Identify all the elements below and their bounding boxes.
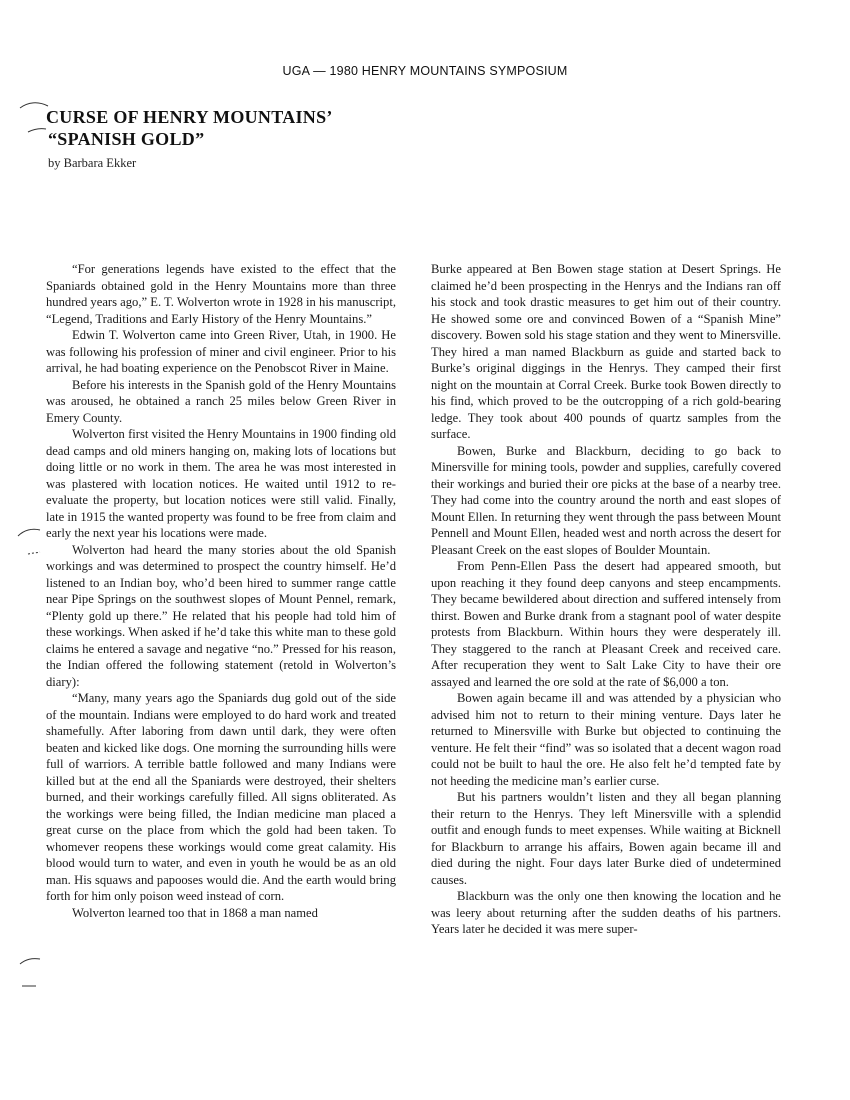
margin-mark-middle <box>14 522 50 562</box>
paragraph: Wolverton first visited the Henry Mountains in 1900 finding old dead camps and old miners hanging on, making lots of locations but doing little or no work in them. The area he was most interested in was plastered with location notices. He waited until 1912 to re-evaluate the property, but location notices were still valid. Finally, late in 1915 the wanted property was found to be free from claim and early the next year his locations were made. <box>46 427 396 540</box>
article-title-line-1: CURSE OF HENRY MOUNTAINS’ <box>46 107 333 127</box>
margin-mark-top <box>18 98 58 138</box>
paragraph: Wolverton learned too that in 1868 a man named <box>72 905 318 920</box>
running-header: UGA — 1980 HENRY MOUNTAINS SYMPOSIUM <box>282 64 568 78</box>
paragraph: But his partners wouldn’t listen and they all began planning their return to the Henrys. They left Minersville with a splendid outfit and enough funds to meet expenses. While waiting at Bicknell for Blackburn to arrange his affairs, Bowen again became ill and died during the night. Four days later Burke died of undetermined causes. <box>431 790 781 887</box>
paragraph: From Penn-Ellen Pass the desert had appeared smooth, but upon reaching it they found deep canyons and steep encampments. They became bewildered about direction and suffered intensely from thirst. Bowen and Burke drank from a stagnant pool of water despite protests from Blackburn. Within hours they were desperately ill. They staggered to the ranch at Pleasant Creek and received care. After recuperation they went to Salt Lake City to have their ore assayed and learned the ore sold at the rate of $6,000 a ton. <box>431 559 781 689</box>
paragraph: Wolverton had heard the many stories about the old Spanish workings and was determined to prospect the country himself. He’d listened to an Indian boy, who’d been hired to summer range cattle near Pipe Springs on the southwest slopes of Mount Pennel, remark, “Plenty gold up there.” He related that his people had told him of these workings. When asked if he’d take this white man to these gold claims he entered a savage and negative “no.” Pressed for his reason, the Indian offered the following statement (retold in Wolverton’s diary): <box>46 542 396 689</box>
article-title <box>46 106 333 150</box>
paragraph: Bowen again became ill and was attended by a physician who advised him not to return to their mining venture. Days later he returned to Minersville with Burke but objected to continuing the venture. He felt their “find” was so isolated that a decent wagon road could not be built to haul the ore. He also felt he’d tempted fate by not heeding the medicine man’s earlier curse. <box>431 691 781 788</box>
paragraph: Edwin T. Wolverton came into Green River, Utah, in 1900. He was following his profession of miner and civil engineer. Prior to his arrival, he had boating experience on the Penobscot River in Maine. <box>46 328 396 375</box>
paragraph: Burke appeared at Ben Bowen stage station at Desert Springs. He claimed he’d been prospecting in the Henrys and the Indians ran off his stock and took drastic measures to get him out of their country. He showed some ore and convinced Bowen of a “Spanish Mine” discovery. Bowen sold his stage station and they went to Minersville. They hired a man named Blackburn as guide and started back to Burke’s original diggings in the Henrys. They camped their first night on the mountain at Corral Creek. Burke took Bowen directly to his find, which proved to be the outcropping of a rich gold-bearing ledge. They took about 400 pounds of quartz samples from the surface. <box>431 262 781 441</box>
article-title-line-2: “SPANISH GOLD” <box>48 129 205 149</box>
paragraph: Blackburn was the only one then knowing the location and he was leery about returning after the sudden deaths of his partners. Years later he decided it was mere super- <box>431 889 781 936</box>
paragraph: “Many, many years ago the Spaniards dug gold out of the side of the mountain. Indians were employed to do hard work and treated shamefully. After laboring from dawn until dark, they were often beaten and kicked like dogs. One morning the surrounding hills were full of warriors. A terrible battle followed and many Indians were killed but at the end all the Spaniards were destroyed, their shelters burned, and their workings carefully filled. All signs obliterated. As the workings were being filled, the Indian medicine man placed a great curse on the place from which the gold had been taken. To whomever reopens these workings would come great calamity. His blood would turn to water, and even in youth he would be as an old man. His squaws and papooses would die. And the earth would bring forth for him only poison weed instead of corn. <box>46 691 396 903</box>
paragraph: “For generations legends have existed to the effect that the Spaniards obtained gold in the Henry Mountains more than three hundred years ago,” E. T. Wolverton wrote in 1928 in his manuscript, “Legend, Traditions and Early History of the Henry Mountains.” <box>46 262 396 326</box>
right-column <box>431 261 781 938</box>
margin-mark-bottom <box>14 950 50 990</box>
byline: by Barbara Ekker <box>48 156 137 170</box>
paragraph: Before his interests in the Spanish gold of the Henry Mountains was aroused, he obtained a ranch 25 miles below Green River in Emery County. <box>46 377 396 425</box>
paragraph: Bowen, Burke and Blackburn, deciding to go back to Minersville for mining tools, powder and supplies, carefully covered their workings and buried their ore picks at the base of a nearby tree. They had come into the country around the north and east slopes of Mount Ellen. In returning they went through the pass between Mount Pennell and Mount Ellen, headed west and north across the desert for Pleasant Creek on the east slopes of Boulder Mountain. <box>431 443 781 557</box>
left-column <box>46 261 396 921</box>
